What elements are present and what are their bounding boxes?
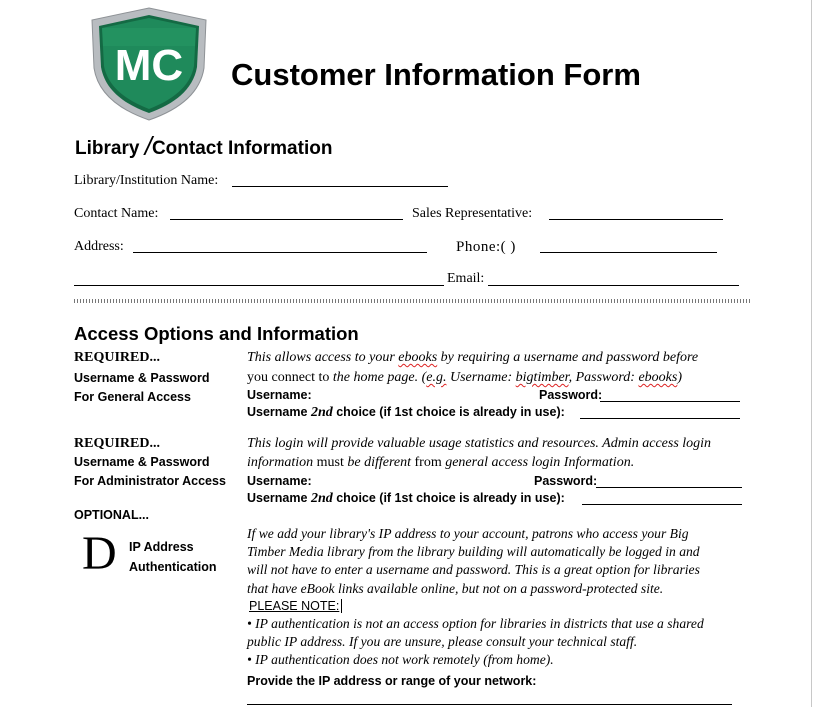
logo-text: MC [114,41,184,90]
admin-second-choice-input[interactable] [582,488,742,506]
sales-rep-input[interactable] [549,202,723,220]
optional-label: OPTIONAL... [74,508,149,522]
desc-text: be different [347,455,411,470]
desc-eg: e.g. [426,370,447,385]
admin-label-2: For Administrator Access [74,474,226,488]
second-choice-text: Username [247,405,308,419]
desc-text: you connect to [247,370,330,385]
address-2-input[interactable] [74,268,444,286]
sales-rep-label: Sales Representative: [412,206,533,221]
desc-password-example: ebooks [638,370,678,385]
ip-paragraph-line-2: Timber Media library from the library building will automatically be logged in and [247,544,700,559]
ip-paragraph-line-3: will not have to enter a username and password. This is a great option for libraries [247,562,700,577]
heading-library: Library [75,138,140,159]
desc-text: the home page. ( [332,370,427,385]
general-username-label: Username: [247,388,312,402]
desc-text: by requiring a username and password before [440,350,699,365]
mc-shield-logo [88,6,210,122]
ip-paragraph-line-4: that have eBook links available online, but not on a password-protected site. [247,581,664,596]
desc-text: information [247,455,314,470]
general-second-choice-input[interactable] [580,402,740,420]
second-choice-text: choice (if 1st choice is already in use): [336,405,565,419]
ip-paragraph-line-1: If we add your library's IP address to your account, patrons who access your Big [247,526,689,541]
general-label-1: Username & Password [74,371,210,385]
desc-text: Username: [449,370,513,385]
library-name-label: Library/Institution Name: [74,173,219,188]
desc-text: must [316,455,344,470]
general-password-label: Password: [539,388,603,402]
admin-required: REQUIRED... [74,436,160,451]
admin-username-input[interactable] [320,471,525,489]
general-username-input[interactable] [320,385,530,403]
address-input[interactable] [133,235,427,253]
second-choice-2nd: 2nd [310,491,333,506]
ip-bullet-1-line-2: public IP address. If you are unsure, please consult your technical staff. [247,634,638,649]
address-label: Address: [74,239,124,254]
general-password-input[interactable] [600,385,740,403]
please-note-label: PLEASE NOTE: [249,599,342,613]
second-choice-text: Username [247,491,308,505]
desc-text: general access login Information. [445,455,635,470]
contact-name-input[interactable] [170,202,403,220]
admin-description-line-2 [247,455,634,471]
ip-address-input[interactable] [247,688,732,706]
admin-password-label: Password: [534,474,598,488]
desc-username-example: bigtimber [515,370,569,385]
admin-label-1: Username & Password [74,455,210,469]
email-input[interactable] [488,268,739,286]
second-choice-2nd: 2nd [310,405,333,420]
admin-second-choice-label [247,491,565,507]
ip-auth-label-1: IP Address [129,540,194,554]
ip-provide-label: Provide the IP address or range of your network: [247,674,537,688]
ip-auth-label-2: Authentication [129,560,217,574]
ip-bullet-1-line-1: • IP authentication is not an access option for libraries in districts that use a shared [247,616,704,631]
general-description-line-1 [247,350,698,366]
email-label: Email: [447,271,485,286]
page-title: Customer Information Form [231,57,641,92]
admin-password-input[interactable] [596,471,742,489]
admin-description-line-1: This login will provide valuable usage statistics and resources. Admin access login [247,436,712,451]
general-description-line-2 [247,370,682,386]
heading-slash: / [144,131,152,161]
second-choice-text: choice (if 1st choice is already in use): [336,491,565,505]
section-heading-contact [75,130,332,161]
phone-input[interactable] [540,235,717,253]
general-label-2: For General Access [74,390,191,404]
section-divider [74,299,752,303]
desc-text: , Password: [568,370,635,385]
general-required: REQUIRED... [74,350,160,365]
contact-name-label: Contact Name: [74,206,159,221]
admin-username-label: Username: [247,474,312,488]
desc-text: from [414,455,442,470]
section-heading-access: Access Options and Information [74,323,359,344]
phone-label: Phone:( ) [456,239,516,255]
heading-contact: Contact Information [151,138,333,159]
desc-text: This allows access to your [247,350,395,365]
library-name-input[interactable] [232,169,448,187]
desc-text: ) [677,370,683,385]
general-second-choice-label [247,405,565,421]
dropcap-d: D [82,527,117,580]
ip-bullet-2: • IP authentication does not work remotely (from home). [247,652,554,667]
desc-ebooks: ebooks [398,350,438,365]
